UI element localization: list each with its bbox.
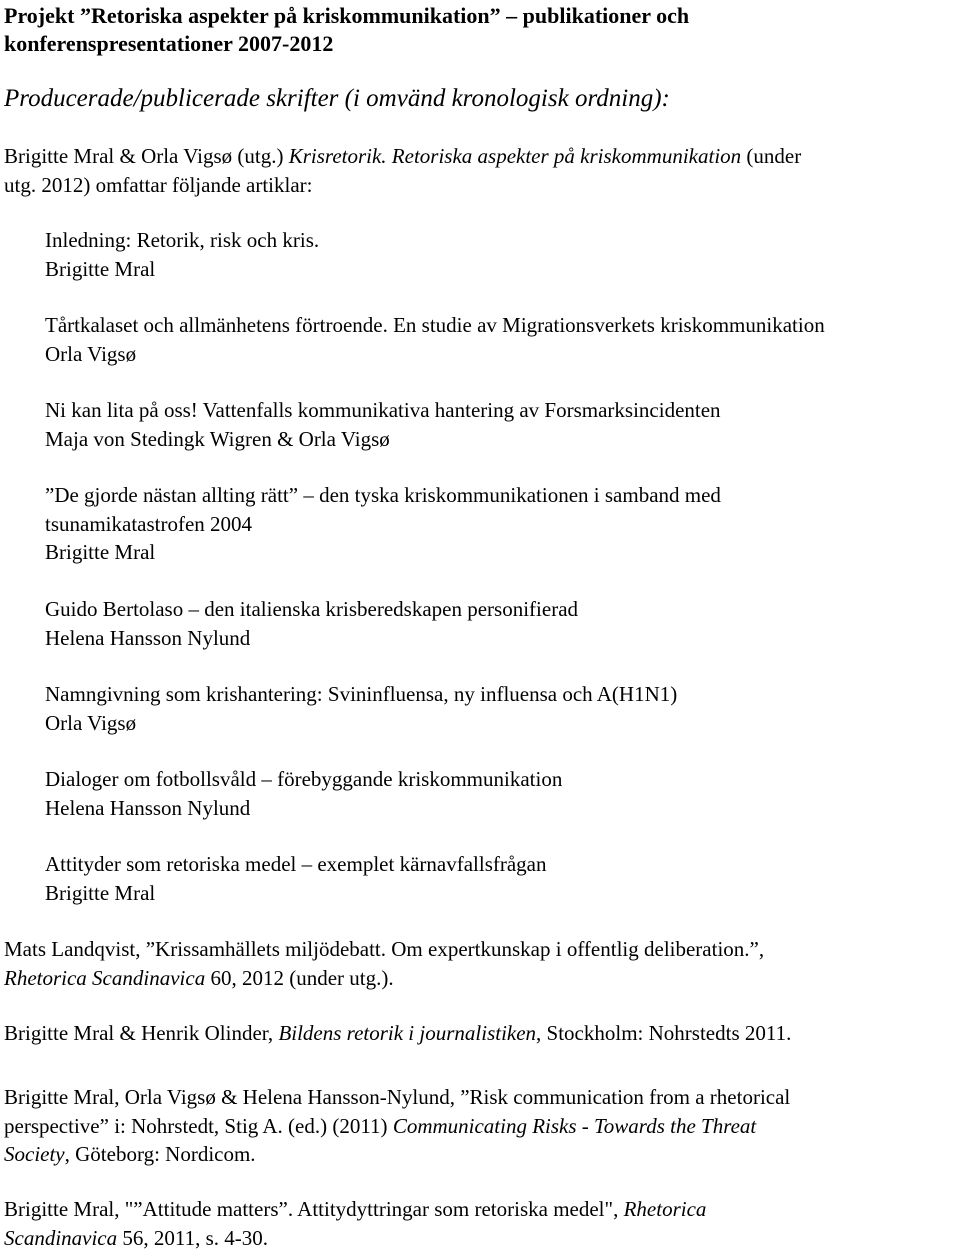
article-title: Attityder som retoriska medel – exemplet kärnavfallsfrågan (45, 852, 547, 876)
reference-line (4, 1195, 956, 1224)
reference-line (4, 964, 956, 993)
article-item (45, 680, 960, 737)
article-item (45, 311, 960, 368)
article-title: Ni kan lita på oss! Vattenfalls kommunikativa hantering av Forsmarksincidenten (45, 398, 721, 422)
article-item (45, 226, 960, 283)
book-title: Bildens retorik i journalistiken (278, 1021, 537, 1045)
journal-title: Rhetorica (623, 1197, 707, 1221)
book-title: Communicating Risks - Towards the Threat (392, 1113, 757, 1138)
book-editors: Brigitte Mral & Orla Vigsø (utg.) (4, 144, 289, 168)
article-author: Orla Vigsø (45, 341, 137, 366)
article-author: Brigitte Mral (45, 880, 156, 905)
reference-entry (4, 1195, 956, 1252)
page-title (4, 2, 954, 58)
journal-title: Rhetorica Scandinavica (4, 965, 206, 990)
article-author: Brigitte Mral (45, 540, 156, 564)
reference-line: Mats Landqvist, ”Krissamhällets miljödebatt. Om expertkunskap i offentlig deliberation.”, (4, 937, 765, 961)
reference-detail: 60, 2012 (under utg.). (205, 965, 394, 990)
reference-detail: Brigitte Mral, "”Attitude matters”. Attitydyttringar som retoriska medel", (4, 1197, 624, 1221)
reference-detail: , Stockholm: Nohrstedts 2011. (536, 1021, 792, 1045)
title-line-1: Projekt ”Retoriska aspekter på kriskommunikation” – publikationer och (4, 3, 690, 28)
reference-authors: Brigitte Mral & Henrik Olinder, (4, 1021, 279, 1045)
article-title: Dialoger om fotbollsvåld – förebyggande kriskommunikation (45, 767, 563, 791)
book-entry (4, 142, 956, 199)
reference-line: Brigitte Mral, Orla Vigsø & Helena Hansson-Nylund, ”Risk communication from a rhetorical (4, 1085, 791, 1109)
book-entry-line-2: utg. 2012) omfattar följande artiklar: (4, 172, 313, 197)
reference-entry (4, 1083, 956, 1169)
article-item (45, 396, 960, 453)
article-title-continued: tsunamikatastrofen 2004 (45, 511, 253, 536)
section-heading: Producerade/publicerade skrifter (i omvänd kronologisk ordning): (4, 85, 670, 112)
article-item (45, 481, 960, 567)
book-title-continued: Society (4, 1142, 65, 1166)
book-status: (under (741, 144, 802, 168)
reference-entry (4, 1019, 956, 1048)
book-entry-line-1 (4, 142, 956, 171)
book-title: Krisretorik. Retoriska aspekter på kriskommunikation (288, 144, 742, 168)
article-item (45, 595, 960, 652)
article-author: Orla Vigsø (45, 710, 137, 735)
article-author: Helena Hansson Nylund (45, 625, 251, 650)
reference-detail: 56, 2011, s. 4-30. (117, 1225, 269, 1250)
reference-detail: perspective” i: Nohrstedt, Stig A. (ed.) (2011) (4, 1113, 393, 1138)
title-line-2: konferenspresentationer 2007-2012 (4, 31, 334, 56)
journal-title-continued: Scandinavica (4, 1225, 118, 1250)
reference-line (4, 1019, 956, 1048)
article-author: Brigitte Mral (45, 256, 156, 281)
article-title: Namngivning som krishantering: Svininfluensa, ny influensa och A(H1N1) (45, 682, 678, 706)
article-author: Helena Hansson Nylund (45, 795, 251, 820)
article-title: Inledning: Retorik, risk och kris. (45, 228, 320, 252)
reference-line (4, 1140, 956, 1169)
article-title: Guido Bertolaso – den italienska krisberedskapen personifierad (45, 597, 579, 621)
reference-line (4, 1224, 956, 1253)
article-item (45, 850, 960, 907)
reference-line (4, 1112, 956, 1141)
reference-entry (4, 935, 956, 992)
article-author: Maja von Stedingk Wigren & Orla Vigsø (45, 426, 390, 451)
article-title: ”De gjorde nästan allting rätt” – den tyska kriskommunikationen i samband med (45, 483, 721, 507)
reference-detail: , Göteborg: Nordicom. (64, 1142, 256, 1166)
article-title: Tårtkalaset och allmänhetens förtroende. En studie av Migrationsverkets kriskommunikation (45, 313, 825, 337)
article-item (45, 765, 960, 822)
